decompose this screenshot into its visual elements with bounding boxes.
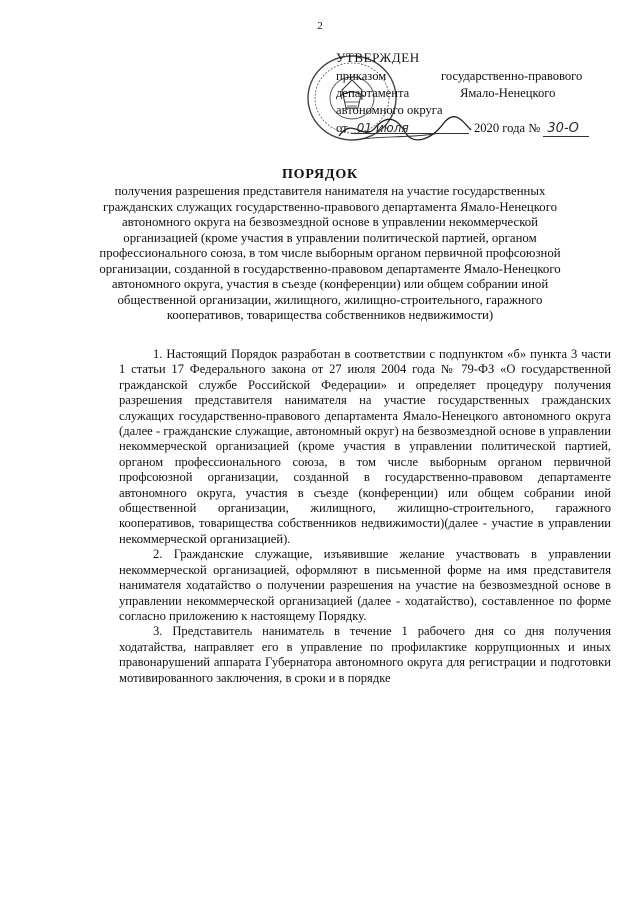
approval-line3: автономного округа bbox=[336, 103, 443, 117]
paragraph-3: 3. Представитель наниматель в течение 1 рабочего дня со дня получения ходатайства, направляет его в управление по профилактике коррупционных и иных правонарушений аппарата Губернатора автономного округа для регистрации и подготовки мотивированного заключения, в сроки и в порядке bbox=[119, 624, 611, 685]
order-number-handwritten: 30-О bbox=[543, 121, 588, 137]
date-handwritten: 01 июля bbox=[351, 121, 469, 134]
document-subtitle: получения разрешения представителя нанимателя на участие государственных гражданских служащих государственно-правового департамента Ямало-Ненецкого автономного округа на безвозмездной основе в управлении некоммерческой организацией (кроме участия в управлении политической партией, органом профессионального союза, в том числе выборным органом первичной профсоюзной организации, созданной в государственно-правовом департаменте Ямало-Ненецкого автономного округа, участия в съезде (конференции) или общем собрании иной общественной организации, жилищного, жилищно-строительного, гаражного кооперативов, товарищества собственников недвижимости) bbox=[99, 184, 561, 322]
approval-line2-right: Ямало-Ненецкого bbox=[460, 86, 556, 100]
paragraph-2: 2. Гражданские служащие, изъявившие желание участвовать в управлении некоммерческой организацией, оформляют в письменной форме на имя представителя нанимателя ходатайство о получении разрешения на участие на безвозмездной основе в управлении некоммерческой организацией (далее - ходатайство), составленное по форме согласно приложению к настоящему Порядку. bbox=[119, 547, 611, 623]
document-body bbox=[119, 347, 611, 686]
approval-line2-left: департамента bbox=[336, 86, 410, 100]
approval-date-line bbox=[336, 121, 589, 136]
approval-line1-right: государственно-правового bbox=[441, 69, 583, 83]
date-suffix: 2020 года № bbox=[473, 121, 541, 135]
date-prefix: от bbox=[336, 121, 348, 135]
document-title: ПОРЯДОК bbox=[281, 167, 359, 182]
page-number: 2 bbox=[317, 20, 323, 32]
approved-heading: УТВЕРЖДЕН bbox=[336, 50, 420, 65]
paragraph-1: 1. Настоящий Порядок разработан в соответствии с подпунктом «б» пункта 3 части 1 статьи 17 Федерального закона от 27 июля 2004 года № 79-ФЗ «О государственной гражданской службе Российской Федерации» и определяет процедуру получения разрешения представителя нанимателя на участие государственных гражданских служащих государственно-правового департамента Ямало-Ненецкого автономного округа (далее - гражданские служащие, автономный округ) на безвозмездной основе в управлении некоммерческой организацией (кроме участия в управлении политической партией, органом профессионального союза, в том числе выборным органом первичной профсоюзной организации, созданной в государственно-правовом департаменте автономного округа, участия в съезде (конференции) или общем собрании иной общественной организации, жилищного, жилищно-строительного, гаражного кооперативов, товарищества собственников недвижимости)(далее - участие в управлении некоммерческой организацией). bbox=[119, 347, 611, 546]
approval-line1-left: приказом bbox=[336, 69, 387, 83]
